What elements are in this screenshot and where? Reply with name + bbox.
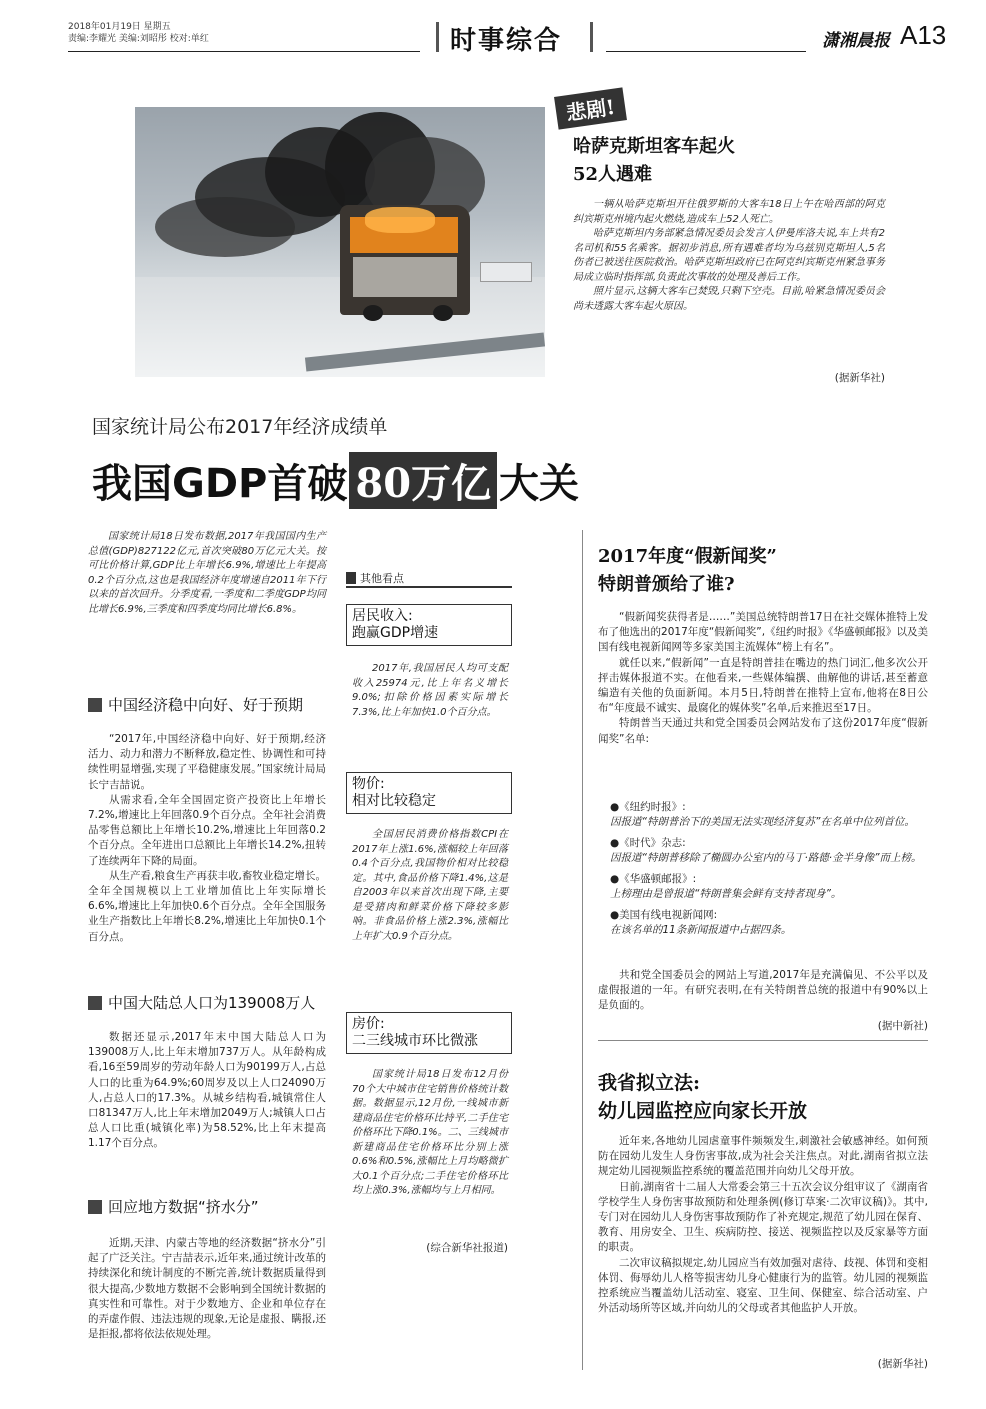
gdp-section-3-body [88,1236,326,1342]
subhead-text: 回应地方数据“挤水分” [108,1198,259,1216]
bus-fire-photo [135,107,545,377]
list-detail: 因报道“特朗普移除了椭圆办公室内的马丁·路德·金半身像”而上榜。 [610,852,922,864]
list-detail: 因报道“特朗普治下的美国无法实现经济复苏”在名单中位列首位。 [610,816,915,828]
bus-title-line1: 哈萨克斯坦客车起火 [573,136,735,157]
sidebar-paragraph: 国家统计局18日发布12月份70个大中城市住宅销售价格统计数据。数据显示,12月份,一线城市新建商品住宅价格环比持平,二手住宅价格环比下降0.1%。二、三线城市新建商品住宅价格环比分别上涨0.6%和0.5%,涨幅比上月均略微扩大0.1个百分点;二手住宅价格环比均上涨0.3%,涨幅均与上月相同。 [352,1069,508,1196]
gdp-paragraph: 从生产看,粮食生产再获丰收,畜牧业稳定增长。全年全国规模以上工业增加值比上年实际增长6.6%,增速比上年加快0.6个百分点。全年全国服务业生产指数比上年增长8.2%,增速比上年加快0.1个百分点。 [88,869,326,943]
sidebar-label [346,570,404,586]
header-rule-left [68,51,420,52]
subhead-marker [88,996,102,1010]
list-outlet: ●《华盛顿邮报》: [610,873,697,885]
fake-news-closing: 共和党全国委员会的网站上写道,2017年是充满偏见、不公平以及虚假报道的一年。有研究表明,在有关特朗普总统的报道中有90%以上是负面的。 [598,969,928,1012]
section-title: 时事综合 [450,26,563,56]
sidebar-text-income [352,662,508,720]
gdp-subhead-1 [88,694,303,715]
bus-paragraph: 哈萨克斯坦内务部紧急情况委员会发言人伊曼库洛夫说,车上共有2名司机和55名乘客。据初步消息,所有遇难者均为乌兹别克斯坦人,5名伤者已被送往医院救治。哈萨克斯坦政府已在阿克纠宾斯克州紧急事务局成立临时指挥部,负责此次事故的处理及善后工作。 [573,228,885,283]
story-divider [598,1040,928,1041]
sidebar-label-rule [346,586,512,588]
bus-paragraph: 照片显示,这辆大客车已焚毁,只剩下空壳。目前,哈紧急情况委员会尚未透露大客车起火原因。 [573,286,885,312]
gdp-paragraph: 从需求看,全年全国固定资产投资比上年增长7.2%,增速比上年回落0.9个百分点。全年社会消费品零售总额比上年增长10.2%,增速比上年回落0.2个百分点。全年进出口总额比上年增长14.2%,扭转了连续两年下降的局面。 [88,793,326,867]
sidebar-box-price [346,772,512,814]
gdp-headline-highlight: 80万亿 [349,452,497,509]
subhead-text: 中国大陆总人口为139008万人 [108,994,316,1012]
list-detail: 上榜理由是曾报道“特朗普集会鲜有支持者现身”。 [610,888,842,900]
gdp-paragraph: 近期,天津、内蒙古等地的经济数据“挤水分”引起了广泛关注。宁吉喆表示,近年来,通过统计改革的持续深化和统计制度的不断完善,统计数据质量得到很大提高,少数地方数据不会影响到全国统计数据的真实性和可靠性。对于少数地方、企业和单位存在的弄虚作假、违法违规的现象,无论是虚报、瞒报,还是拒报,都将依法依规处理。 [88,1237,326,1341]
gdp-section-1-body [88,732,326,945]
gdp-kicker: 国家统计局公布2017年经济成绩单 [92,416,388,438]
sidebar-box-subtitle: 跑赢GDP增速 [352,625,439,641]
fake-news-list [610,800,928,938]
sidebar-label-text: 其他看点 [360,572,404,585]
sidebar-box-title: 房价: [352,1016,385,1032]
fake-news-paragraph: 就任以来,“假新闻”一直是特朗普挂在嘴边的热门词汇,他多次公开抨击媒体报道不实。在他看来,一些媒体编撰、曲解他的讲话,甚至蓄意编造有关他的负面新闻。本月5日,特朗普在推特上宣布,他将在8日公布“年度最不诚实、最腐化的媒体奖”名单,后来推迟至17日。 [598,656,928,715]
list-outlet: ●美国有线电视新闻网: [610,909,718,921]
fake-news-source: (据中新社) [877,1020,928,1032]
gdp-section-2-body [88,1030,326,1152]
column-divider [582,530,583,1370]
gdp-subhead-2 [88,992,315,1013]
sidebar-box-title: 居民收入: [352,608,413,624]
fake-news-closing-block [598,968,928,1014]
page-number: A13 [900,20,947,50]
kindergarten-title-line2: 幼儿园监控应向家长开放 [598,1100,808,1122]
fake-news-body [598,610,928,747]
kindergarten-body [598,1134,928,1316]
gdp-headline-pre: 我国GDP首破 [92,461,348,507]
arrow-icon [346,572,356,584]
sidebar-box-subtitle: 相对比较稳定 [352,793,436,809]
fake-news-title-line1: 2017年度“假新闻奖” [598,546,777,567]
sidebar-source: (综合新华社报道) [426,1242,508,1254]
bus-story-body [573,198,885,314]
section-bar-left [436,22,439,52]
kindergarten-paragraph: 二次审议稿拟规定,幼儿园应当有效加强对虐待、歧视、体罚和变相体罚、侮辱幼儿人格等损害幼儿身心健康行为的监管。幼儿园的视频监控系统应当覆盖幼儿活动室、寝室、卫生间、保健室、综合活动室、户外活动场所等区域,并向幼儿的父母或者其他监护人开放。 [598,1256,928,1315]
newspaper-logo: 潇湘晨报 [822,31,890,51]
sidebar-text-price [352,828,508,944]
fake-news-paragraph: 特朗普当天通过共和党全国委员会网站发布了这份2017年度“假新闻奖”名单: [598,717,928,745]
gdp-lead-block [88,530,326,617]
list-detail: 在该名单的11条新闻报道中占据四条。 [610,924,792,936]
sidebar-box-title: 物价: [352,776,385,792]
gdp-paragraph: 数据还显示,2017年末中国大陆总人口为139008万人,比上年末增加737万人。从年龄构成看,16至59周岁的劳动年龄人口为90199万人,占总人口的比重为64.9%;60周岁及以上人口24090万人,占总人口的17.3%。从城乡结构看,城镇常住人口81347万人,比上年末增加2049万人;城镇人口占总人口比重(城镇化率)为58.52%,比上年末提高1.17个百分点。 [88,1031,326,1150]
sidebar-text-housing [352,1068,508,1199]
gdp-subhead-3 [88,1196,259,1217]
gdp-lead: 国家统计局18日发布数据,2017年我国国内生产总值(GDP)827122亿元,首次突破80万亿元大关。按可比价格计算,GDP比上年增长6.9%,增速比上年提高0.2个百分点,这也是我国经济年度增速自2011年下行以来的首次回升。分季度看,一季度和二季度GDP均同比增长6.9%,三季度和四季度均同比增长6.8%。 [88,531,326,615]
gdp-headline [92,452,579,509]
kindergarten-paragraph: 近年来,各地幼儿园虐童事件频频发生,刺激社会敏感神经。如何预防在园幼儿发生人身伤害事故,成为社会关注焦点。对此,湖南省拟立法规定幼儿园视频监控系统的覆盖范围并向幼儿父母开放。 [598,1135,928,1178]
editor-credits: 责编:李耀光 美编:刘昭彤 校对:单红 [68,34,209,44]
list-outlet: ●《时代》杂志: [610,837,686,849]
sidebar-paragraph: 2017年,我国居民人均可支配收入25974元,比上年名义增长9.0%;扣除价格因素实际增长7.3%,比上年加快1.0个百分点。 [352,663,508,718]
kindergarten-paragraph: 日前,湖南省十二届人大常委会第三十五次会议分组审议了《湖南省学校学生人身伤害事故预防和处理条例(修订草案·二次审议稿)》。其中,专门对在园幼儿人身伤害事故预防作了补充规定,规范了幼儿园在保育、教育、用房安全、卫生、疾病防控、接送、视频监控以及反家暴等方面的职责。 [598,1180,928,1254]
header-rule-right [606,51,806,52]
kindergarten-source: (据新华社) [877,1358,928,1370]
gdp-headline-post: 大关 [499,461,580,507]
sidebar-box-income [346,604,512,646]
kindergarten-title-line1: 我省拟立法: [598,1072,701,1094]
bus-paragraph: 一辆从哈萨克斯坦开往俄罗斯的大客车18日上午在哈西部的阿克纠宾斯克州境内起火燃烧,造成车上52人死亡。 [573,199,885,225]
subhead-marker [88,698,102,712]
bus-source: (据新华社) [834,372,885,384]
subhead-text: 中国经济稳中向好、好于预期 [108,696,304,714]
tragedy-tag: 悲剧! [554,87,627,129]
sidebar-paragraph: 全国居民消费价格指数CPI在2017年上涨1.6%,涨幅较上年回落0.4个百分点,我国物价相对比较稳定。其中,食品价格下降1.4%,这是自2003年以来首次出现下降,主要是受猪肉和鲜菜价格下降较多影响。非食品价格上涨2.3%,涨幅比上年扩大0.9个百分点。 [352,829,508,942]
gdp-paragraph: “2017年,中国经济稳中向好、好于预期,经济活力、动力和潜力不断释放,稳定性、协调性和可持续性明显增强,实现了平稳健康发展。”国家统计局局长宁吉喆说。 [88,733,326,791]
subhead-marker [88,1200,102,1214]
sidebar-box-subtitle: 二三线城市环比微涨 [352,1033,478,1049]
fake-news-paragraph: “假新闻奖获得者是……”美国总统特朗普17日在社交媒体推特上发布了他选出的2017年度“假新闻奖”,《纽约时报》《华盛顿邮报》以及美国有线电视新闻网等多家美国主流媒体“榜上有名”。 [598,611,928,654]
list-outlet: ●《纽约时报》: [610,801,686,813]
fake-news-title-line2: 特朗普颁给了谁? [598,574,735,595]
bus-title-line2: 52人遇难 [573,164,653,185]
issue-date: 2018年01月19日 星期五 [68,22,171,32]
sidebar-box-housing [346,1012,512,1054]
section-bar-right [590,22,593,52]
